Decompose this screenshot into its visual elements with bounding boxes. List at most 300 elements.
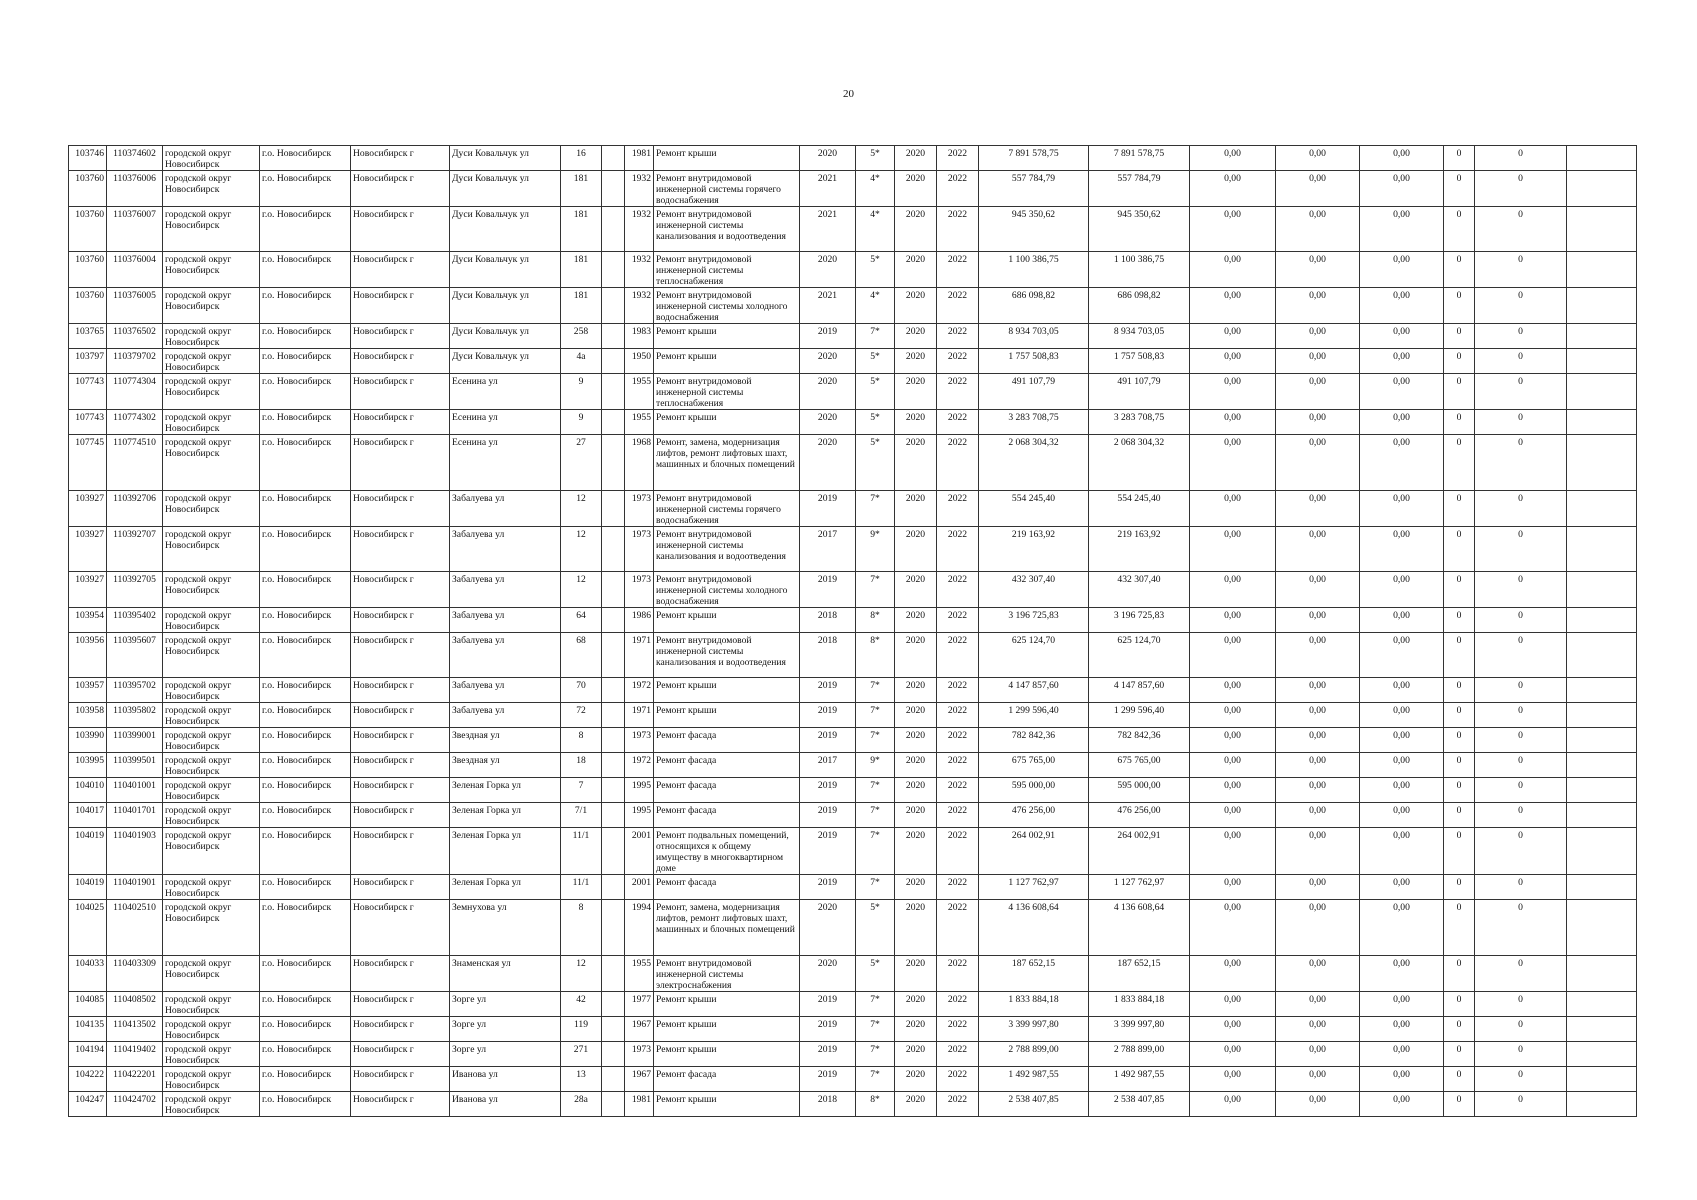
cell-house-id: 103760 xyxy=(69,171,107,207)
cell-street: Забалуева ул xyxy=(450,491,561,527)
cell-note xyxy=(1567,527,1637,572)
cell-local-funds: 0,00 xyxy=(1360,324,1444,349)
cell-housing-part xyxy=(602,1067,625,1092)
table-row xyxy=(69,992,1637,1017)
cell-priority: 5* xyxy=(856,349,895,374)
cell-total-cost: 187 652,15 xyxy=(979,956,1089,992)
cell-municipality: городской округ Новосибирск xyxy=(163,207,260,252)
cell-house-number: 181 xyxy=(561,207,602,252)
cell-planned-year: 2020 xyxy=(800,252,856,288)
cell-regional-funds: 0,00 xyxy=(1276,572,1360,608)
cell-record-id: 110413502 xyxy=(107,1017,163,1042)
cell-record-id: 110399001 xyxy=(107,728,163,753)
cell-fund-cost: 4 147 857,60 xyxy=(1089,678,1190,703)
cell-housing-part xyxy=(602,207,625,252)
cell-note xyxy=(1567,252,1637,288)
cell-end-year: 2022 xyxy=(937,146,979,171)
cell-federal-funds: 0,00 xyxy=(1190,900,1276,956)
cell-house-number: 12 xyxy=(561,527,602,572)
cell-priority: 7* xyxy=(856,1017,895,1042)
cell-municipality: городской округ Новосибирск xyxy=(163,703,260,728)
cell-house-id: 107743 xyxy=(69,374,107,410)
cell-build-year: 1932 xyxy=(625,171,654,207)
cell-house-id: 103760 xyxy=(69,252,107,288)
cell-end-year: 2022 xyxy=(937,374,979,410)
cell-owner-funds: 0 xyxy=(1444,252,1475,288)
cell-fund-cost: 3 196 725,83 xyxy=(1089,608,1190,633)
cell-total-cost: 557 784,79 xyxy=(979,171,1089,207)
cell-regional-funds: 0,00 xyxy=(1276,875,1360,900)
cell-municipality: городской округ Новосибирск xyxy=(163,349,260,374)
cell-district: г.о. Новосибирск xyxy=(260,875,351,900)
cell-build-year: 1973 xyxy=(625,527,654,572)
cell-fund-cost: 595 000,00 xyxy=(1089,778,1190,803)
cell-build-year: 1955 xyxy=(625,956,654,992)
cell-start-year: 2020 xyxy=(895,633,937,678)
cell-local-funds: 0,00 xyxy=(1360,992,1444,1017)
cell-priority: 7* xyxy=(856,803,895,828)
cell-federal-funds: 0,00 xyxy=(1190,349,1276,374)
cell-record-id: 110401701 xyxy=(107,803,163,828)
cell-total-cost: 595 000,00 xyxy=(979,778,1089,803)
cell-start-year: 2020 xyxy=(895,527,937,572)
cell-owner-funds: 0 xyxy=(1444,374,1475,410)
cell-owner-funds: 0 xyxy=(1444,572,1475,608)
cell-street: Дуси Ковальчук ул xyxy=(450,288,561,324)
cell-work-type: Ремонт крыши xyxy=(654,608,800,633)
cell-district: г.о. Новосибирск xyxy=(260,374,351,410)
cell-owner-funds: 0 xyxy=(1444,956,1475,992)
cell-build-year: 1950 xyxy=(625,349,654,374)
table-row xyxy=(69,349,1637,374)
cell-total-cost: 1 833 884,18 xyxy=(979,992,1089,1017)
cell-extra-funds: 0 xyxy=(1475,146,1567,171)
cell-end-year: 2022 xyxy=(937,728,979,753)
cell-house-number: 11/1 xyxy=(561,875,602,900)
cell-fund-cost: 1 833 884,18 xyxy=(1089,992,1190,1017)
cell-work-type: Ремонт фасада xyxy=(654,875,800,900)
cell-priority: 4* xyxy=(856,288,895,324)
cell-house-id: 104194 xyxy=(69,1042,107,1067)
cell-start-year: 2020 xyxy=(895,1042,937,1067)
cell-house-number: 68 xyxy=(561,633,602,678)
cell-regional-funds: 0,00 xyxy=(1276,992,1360,1017)
cell-planned-year: 2019 xyxy=(800,828,856,875)
cell-total-cost: 264 002,91 xyxy=(979,828,1089,875)
cell-street: Дуси Ковальчук ул xyxy=(450,252,561,288)
cell-record-id: 110392707 xyxy=(107,527,163,572)
cell-house-number: 258 xyxy=(561,324,602,349)
cell-priority: 7* xyxy=(856,491,895,527)
cell-build-year: 1981 xyxy=(625,146,654,171)
cell-fund-cost: 2 788 899,00 xyxy=(1089,1042,1190,1067)
cell-build-year: 1955 xyxy=(625,410,654,435)
cell-house-id: 103956 xyxy=(69,633,107,678)
cell-total-cost: 1 100 386,75 xyxy=(979,252,1089,288)
cell-house-id: 104017 xyxy=(69,803,107,828)
cell-build-year: 1932 xyxy=(625,252,654,288)
cell-total-cost: 554 245,40 xyxy=(979,491,1089,527)
cell-start-year: 2020 xyxy=(895,992,937,1017)
cell-extra-funds: 0 xyxy=(1475,753,1567,778)
cell-fund-cost: 1 100 386,75 xyxy=(1089,252,1190,288)
cell-housing-part xyxy=(602,1017,625,1042)
cell-fund-cost: 491 107,79 xyxy=(1089,374,1190,410)
cell-district: г.о. Новосибирск xyxy=(260,828,351,875)
cell-owner-funds: 0 xyxy=(1444,491,1475,527)
cell-priority: 7* xyxy=(856,572,895,608)
cell-planned-year: 2021 xyxy=(800,207,856,252)
cell-note xyxy=(1567,900,1637,956)
cell-local-funds: 0,00 xyxy=(1360,875,1444,900)
cell-extra-funds: 0 xyxy=(1475,349,1567,374)
cell-note xyxy=(1567,728,1637,753)
cell-street: Забалуева ул xyxy=(450,678,561,703)
cell-house-id: 103927 xyxy=(69,491,107,527)
cell-fund-cost: 3 399 997,80 xyxy=(1089,1017,1190,1042)
cell-extra-funds: 0 xyxy=(1475,288,1567,324)
cell-housing-part xyxy=(602,992,625,1017)
cell-fund-cost: 264 002,91 xyxy=(1089,828,1190,875)
cell-district: г.о. Новосибирск xyxy=(260,753,351,778)
cell-record-id: 110374602 xyxy=(107,146,163,171)
cell-end-year: 2022 xyxy=(937,1017,979,1042)
cell-build-year: 2001 xyxy=(625,875,654,900)
cell-housing-part xyxy=(602,1092,625,1117)
cell-start-year: 2020 xyxy=(895,828,937,875)
cell-end-year: 2022 xyxy=(937,828,979,875)
cell-regional-funds: 0,00 xyxy=(1276,1092,1360,1117)
cell-note xyxy=(1567,678,1637,703)
cell-start-year: 2020 xyxy=(895,753,937,778)
cell-district: г.о. Новосибирск xyxy=(260,324,351,349)
cell-house-number: 13 xyxy=(561,1067,602,1092)
table-row xyxy=(69,572,1637,608)
cell-total-cost: 675 765,00 xyxy=(979,753,1089,778)
cell-total-cost: 782 842,36 xyxy=(979,728,1089,753)
cell-record-id: 110399501 xyxy=(107,753,163,778)
cell-municipality: городской округ Новосибирск xyxy=(163,900,260,956)
cell-local-funds: 0,00 xyxy=(1360,374,1444,410)
cell-local-funds: 0,00 xyxy=(1360,491,1444,527)
cell-work-type: Ремонт внутридомовой инженерной системы холодного водоснабжения xyxy=(654,288,800,324)
cell-planned-year: 2020 xyxy=(800,349,856,374)
cell-housing-part xyxy=(602,703,625,728)
cell-district: г.о. Новосибирск xyxy=(260,410,351,435)
cell-record-id: 110408502 xyxy=(107,992,163,1017)
cell-federal-funds: 0,00 xyxy=(1190,324,1276,349)
cell-federal-funds: 0,00 xyxy=(1190,703,1276,728)
cell-priority: 5* xyxy=(856,956,895,992)
cell-street: Забалуева ул xyxy=(450,703,561,728)
cell-total-cost: 625 124,70 xyxy=(979,633,1089,678)
cell-district: г.о. Новосибирск xyxy=(260,146,351,171)
cell-fund-cost: 686 098,82 xyxy=(1089,288,1190,324)
cell-note xyxy=(1567,171,1637,207)
cell-priority: 5* xyxy=(856,146,895,171)
table-row xyxy=(69,633,1637,678)
cell-housing-part xyxy=(602,900,625,956)
cell-locality: Новосибирск г xyxy=(351,324,450,349)
cell-housing-part xyxy=(602,633,625,678)
cell-start-year: 2020 xyxy=(895,252,937,288)
cell-note xyxy=(1567,491,1637,527)
cell-street: Звездная ул xyxy=(450,728,561,753)
cell-note xyxy=(1567,633,1637,678)
cell-district: г.о. Новосибирск xyxy=(260,1092,351,1117)
cell-locality: Новосибирск г xyxy=(351,900,450,956)
cell-municipality: городской округ Новосибирск xyxy=(163,956,260,992)
cell-street: Дуси Ковальчук ул xyxy=(450,207,561,252)
cell-end-year: 2022 xyxy=(937,778,979,803)
table-row xyxy=(69,828,1637,875)
cell-fund-cost: 1 492 987,55 xyxy=(1089,1067,1190,1092)
cell-locality: Новосибирск г xyxy=(351,572,450,608)
cell-build-year: 1995 xyxy=(625,778,654,803)
cell-end-year: 2022 xyxy=(937,491,979,527)
cell-start-year: 2020 xyxy=(895,349,937,374)
cell-regional-funds: 0,00 xyxy=(1276,491,1360,527)
cell-note xyxy=(1567,207,1637,252)
cell-regional-funds: 0,00 xyxy=(1276,146,1360,171)
cell-extra-funds: 0 xyxy=(1475,252,1567,288)
cell-district: г.о. Новосибирск xyxy=(260,252,351,288)
cell-start-year: 2020 xyxy=(895,171,937,207)
cell-end-year: 2022 xyxy=(937,1067,979,1092)
cell-record-id: 110401903 xyxy=(107,828,163,875)
cell-end-year: 2022 xyxy=(937,703,979,728)
table-row xyxy=(69,324,1637,349)
cell-priority: 7* xyxy=(856,828,895,875)
cell-house-id: 104019 xyxy=(69,875,107,900)
cell-work-type: Ремонт крыши xyxy=(654,1017,800,1042)
cell-house-id: 103958 xyxy=(69,703,107,728)
cell-planned-year: 2017 xyxy=(800,527,856,572)
cell-start-year: 2020 xyxy=(895,146,937,171)
cell-regional-funds: 0,00 xyxy=(1276,1017,1360,1042)
cell-district: г.о. Новосибирск xyxy=(260,1017,351,1042)
cell-note xyxy=(1567,1042,1637,1067)
cell-owner-funds: 0 xyxy=(1444,410,1475,435)
cell-note xyxy=(1567,803,1637,828)
cell-locality: Новосибирск г xyxy=(351,252,450,288)
cell-house-number: 271 xyxy=(561,1042,602,1067)
table-row xyxy=(69,778,1637,803)
cell-owner-funds: 0 xyxy=(1444,146,1475,171)
cell-house-number: 64 xyxy=(561,608,602,633)
cell-extra-funds: 0 xyxy=(1475,875,1567,900)
cell-federal-funds: 0,00 xyxy=(1190,633,1276,678)
cell-locality: Новосибирск г xyxy=(351,828,450,875)
cell-end-year: 2022 xyxy=(937,633,979,678)
table-row xyxy=(69,207,1637,252)
cell-local-funds: 0,00 xyxy=(1360,608,1444,633)
cell-housing-part xyxy=(602,678,625,703)
cell-start-year: 2020 xyxy=(895,703,937,728)
cell-owner-funds: 0 xyxy=(1444,349,1475,374)
cell-work-type: Ремонт крыши xyxy=(654,1092,800,1117)
cell-start-year: 2020 xyxy=(895,608,937,633)
cell-regional-funds: 0,00 xyxy=(1276,252,1360,288)
cell-housing-part xyxy=(602,146,625,171)
cell-fund-cost: 187 652,15 xyxy=(1089,956,1190,992)
cell-local-funds: 0,00 xyxy=(1360,728,1444,753)
cell-start-year: 2020 xyxy=(895,875,937,900)
cell-federal-funds: 0,00 xyxy=(1190,728,1276,753)
cell-housing-part xyxy=(602,374,625,410)
cell-locality: Новосибирск г xyxy=(351,349,450,374)
cell-municipality: городской округ Новосибирск xyxy=(163,992,260,1017)
cell-owner-funds: 0 xyxy=(1444,1042,1475,1067)
cell-house-id: 104222 xyxy=(69,1067,107,1092)
cell-record-id: 110774302 xyxy=(107,410,163,435)
cell-regional-funds: 0,00 xyxy=(1276,803,1360,828)
cell-work-type: Ремонт фасада xyxy=(654,778,800,803)
cell-total-cost: 7 891 578,75 xyxy=(979,146,1089,171)
cell-locality: Новосибирск г xyxy=(351,678,450,703)
table-row xyxy=(69,703,1637,728)
cell-planned-year: 2019 xyxy=(800,728,856,753)
cell-regional-funds: 0,00 xyxy=(1276,171,1360,207)
cell-record-id: 110376006 xyxy=(107,171,163,207)
cell-municipality: городской округ Новосибирск xyxy=(163,753,260,778)
cell-note xyxy=(1567,1092,1637,1117)
table-row xyxy=(69,608,1637,633)
cell-local-funds: 0,00 xyxy=(1360,527,1444,572)
cell-house-id: 103990 xyxy=(69,728,107,753)
cell-fund-cost: 432 307,40 xyxy=(1089,572,1190,608)
cell-federal-funds: 0,00 xyxy=(1190,803,1276,828)
cell-record-id: 110401001 xyxy=(107,778,163,803)
cell-municipality: городской округ Новосибирск xyxy=(163,171,260,207)
cell-record-id: 110422201 xyxy=(107,1067,163,1092)
table-row xyxy=(69,491,1637,527)
cell-priority: 7* xyxy=(856,778,895,803)
table-row xyxy=(69,374,1637,410)
cell-district: г.о. Новосибирск xyxy=(260,703,351,728)
cell-owner-funds: 0 xyxy=(1444,207,1475,252)
cell-regional-funds: 0,00 xyxy=(1276,728,1360,753)
cell-planned-year: 2019 xyxy=(800,703,856,728)
cell-work-type: Ремонт внутридомовой инженерной системы горячего водоснабжения xyxy=(654,171,800,207)
cell-owner-funds: 0 xyxy=(1444,803,1475,828)
cell-build-year: 1971 xyxy=(625,633,654,678)
cell-end-year: 2022 xyxy=(937,1042,979,1067)
cell-municipality: городской округ Новосибирск xyxy=(163,828,260,875)
table-row xyxy=(69,1017,1637,1042)
cell-start-year: 2020 xyxy=(895,778,937,803)
cell-record-id: 110424702 xyxy=(107,1092,163,1117)
cell-start-year: 2020 xyxy=(895,374,937,410)
table-row xyxy=(69,288,1637,324)
cell-federal-funds: 0,00 xyxy=(1190,374,1276,410)
cell-locality: Новосибирск г xyxy=(351,803,450,828)
cell-work-type: Ремонт крыши xyxy=(654,703,800,728)
capital-repair-table xyxy=(68,145,1637,1117)
cell-planned-year: 2019 xyxy=(800,491,856,527)
cell-extra-funds: 0 xyxy=(1475,900,1567,956)
cell-local-funds: 0,00 xyxy=(1360,778,1444,803)
cell-house-number: 12 xyxy=(561,956,602,992)
cell-house-number: 181 xyxy=(561,288,602,324)
cell-local-funds: 0,00 xyxy=(1360,828,1444,875)
cell-federal-funds: 0,00 xyxy=(1190,778,1276,803)
cell-planned-year: 2019 xyxy=(800,1067,856,1092)
cell-fund-cost: 2 068 304,32 xyxy=(1089,435,1190,491)
cell-owner-funds: 0 xyxy=(1444,728,1475,753)
cell-record-id: 110376004 xyxy=(107,252,163,288)
cell-record-id: 110392706 xyxy=(107,491,163,527)
cell-planned-year: 2019 xyxy=(800,875,856,900)
cell-build-year: 1932 xyxy=(625,207,654,252)
cell-house-id: 103927 xyxy=(69,572,107,608)
cell-regional-funds: 0,00 xyxy=(1276,349,1360,374)
cell-extra-funds: 0 xyxy=(1475,992,1567,1017)
cell-start-year: 2020 xyxy=(895,324,937,349)
cell-priority: 5* xyxy=(856,435,895,491)
cell-planned-year: 2019 xyxy=(800,803,856,828)
cell-end-year: 2022 xyxy=(937,572,979,608)
cell-house-id: 103760 xyxy=(69,207,107,252)
cell-extra-funds: 0 xyxy=(1475,1067,1567,1092)
cell-extra-funds: 0 xyxy=(1475,1017,1567,1042)
cell-total-cost: 1 492 987,55 xyxy=(979,1067,1089,1092)
cell-extra-funds: 0 xyxy=(1475,207,1567,252)
cell-local-funds: 0,00 xyxy=(1360,349,1444,374)
cell-house-number: 9 xyxy=(561,374,602,410)
cell-housing-part xyxy=(602,572,625,608)
cell-housing-part xyxy=(602,527,625,572)
cell-extra-funds: 0 xyxy=(1475,633,1567,678)
cell-federal-funds: 0,00 xyxy=(1190,1067,1276,1092)
cell-build-year: 1972 xyxy=(625,678,654,703)
cell-owner-funds: 0 xyxy=(1444,778,1475,803)
cell-extra-funds: 0 xyxy=(1475,374,1567,410)
cell-planned-year: 2021 xyxy=(800,171,856,207)
cell-locality: Новосибирск г xyxy=(351,1092,450,1117)
cell-record-id: 110376007 xyxy=(107,207,163,252)
cell-fund-cost: 557 784,79 xyxy=(1089,171,1190,207)
cell-planned-year: 2017 xyxy=(800,753,856,778)
cell-locality: Новосибирск г xyxy=(351,171,450,207)
cell-total-cost: 945 350,62 xyxy=(979,207,1089,252)
cell-locality: Новосибирск г xyxy=(351,778,450,803)
cell-local-funds: 0,00 xyxy=(1360,1067,1444,1092)
cell-housing-part xyxy=(602,435,625,491)
cell-planned-year: 2019 xyxy=(800,778,856,803)
cell-house-number: 181 xyxy=(561,171,602,207)
cell-owner-funds: 0 xyxy=(1444,703,1475,728)
cell-federal-funds: 0,00 xyxy=(1190,992,1276,1017)
cell-start-year: 2020 xyxy=(895,678,937,703)
cell-total-cost: 1 299 596,40 xyxy=(979,703,1089,728)
cell-house-number: 12 xyxy=(561,491,602,527)
cell-owner-funds: 0 xyxy=(1444,527,1475,572)
cell-end-year: 2022 xyxy=(937,875,979,900)
cell-priority: 4* xyxy=(856,171,895,207)
cell-total-cost: 2 068 304,32 xyxy=(979,435,1089,491)
cell-federal-funds: 0,00 xyxy=(1190,956,1276,992)
cell-priority: 7* xyxy=(856,992,895,1017)
cell-owner-funds: 0 xyxy=(1444,875,1475,900)
cell-house-id: 107743 xyxy=(69,410,107,435)
cell-local-funds: 0,00 xyxy=(1360,435,1444,491)
table-row xyxy=(69,252,1637,288)
cell-district: г.о. Новосибирск xyxy=(260,633,351,678)
cell-build-year: 1973 xyxy=(625,491,654,527)
cell-street: Зорге ул xyxy=(450,1042,561,1067)
cell-housing-part xyxy=(602,608,625,633)
